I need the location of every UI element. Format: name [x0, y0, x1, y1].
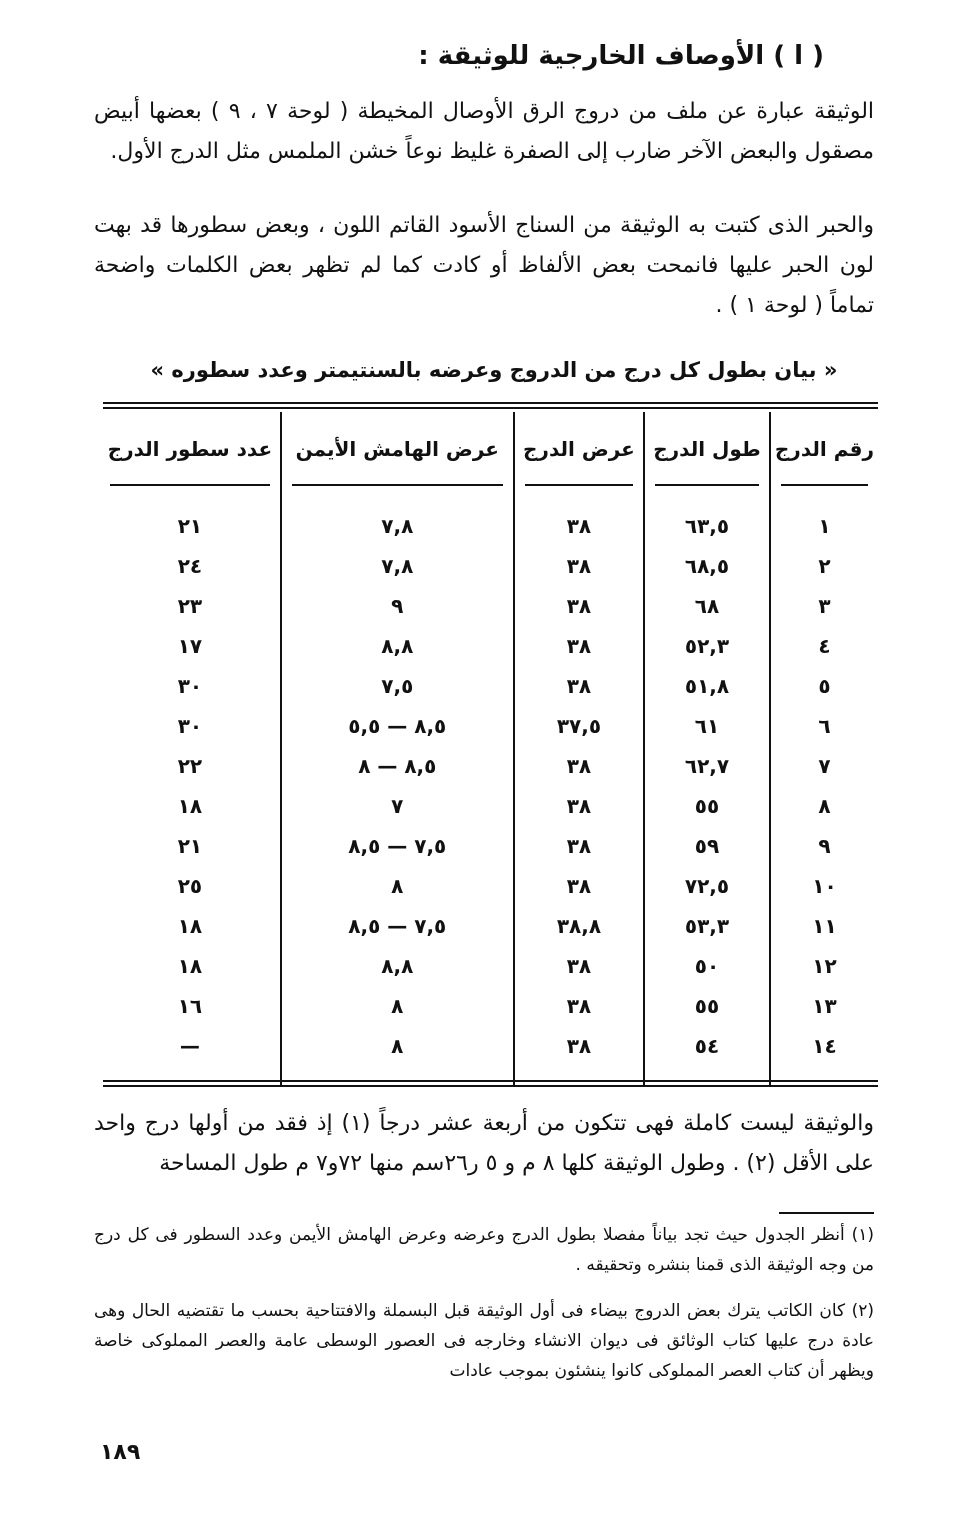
table-row: ٦ ٦١ ٣٧,٥ ٨,٥ — ٥,٥ ٣٠ [100, 706, 878, 746]
footnote-separator [779, 1212, 874, 1214]
table-row: ٢ ٦٨,٥ ٣٨ ٧,٨ ٢٤ [100, 546, 878, 586]
table-row: ٣ ٦٨ ٣٨ ٩ ٢٣ [100, 586, 878, 626]
table-row: ٨ ٥٥ ٣٨ ٧ ١٨ [100, 786, 878, 826]
column-header-line-count: عدد سطور الدرج [100, 412, 281, 486]
column-header-right-margin-width: عرض الهامش الأيمن [281, 412, 514, 486]
footnote-2: (٢) كان الكاتب يترك بعض الدروج بيضاء فى أول الوثيقة قبل البسملة والافتتاحية بحسب ما تقتضيه الحال وهى عادة درج عليها كتاب الوثائق فى ديوان الانشاء وخارجه فى العصور الوسطى عامة والعصر المملوكى خاصة ويظهر أن كتاب العصر المملوكى كانوا ينشئون بموجب عادات [94, 1301, 874, 1381]
table-row: ٤ ٥٢,٣ ٣٨ ٨,٨ ١٧ [100, 626, 878, 666]
table-row: ١ ٦٣,٥ ٣٨ ٧,٨ ٢١ [100, 506, 878, 546]
table-row: ١٤ ٥٤ ٣٨ ٨ — [100, 1026, 878, 1066]
column-header-scroll-width: عرض الدرج [514, 412, 644, 486]
column-header-scroll-length: طول الدرج [644, 412, 770, 486]
paragraph-ink-description: والحبر الذى كتبت به الوثيقة من السناج الأسود القاتم اللون ، وبعض سطورها قد بهت لون الحبر عليها فانمحت بعض الألفاظ أو كادت كما لم تظهر بعض الكلمات واضحة تماماً ( لوحة ١ ) . [94, 213, 874, 318]
column-header-scroll-number: رقم الدرج [770, 412, 878, 486]
table-row: ٥ ٥١,٨ ٣٨ ٧,٥ ٣٠ [100, 666, 878, 706]
table-row: ١٠ ٧٢,٥ ٣٨ ٨ ٢٥ [100, 866, 878, 906]
table-row: ١٣ ٥٥ ٣٨ ٨ ١٦ [100, 986, 878, 1026]
table-row: ٩ ٥٩ ٣٨ ٧,٥ — ٨,٥ ٢١ [100, 826, 878, 866]
table-header-row [100, 412, 878, 486]
table-row: ١٢ ٥٠ ٣٨ ٨,٨ ١٨ [100, 946, 878, 986]
table-caption: « بيان بطول كل درج من الدروج وعرضه بالسنتيمتر وعدد سطوره » [150, 358, 838, 382]
section-heading: ( ا ) الأوصاف الخارجية للوثيقة : [418, 41, 824, 71]
table-row: ٧ ٦٢,٧ ٣٨ ٨,٥ — ٨ ٢٢ [100, 746, 878, 786]
table-bottom-rule [103, 1080, 878, 1087]
table-spacer-row [100, 486, 878, 506]
paragraph-document-description: الوثيقة عبارة عن ملف من دروج الرق الأوصال المخيطة ( لوحة ٧ ، ٩ ) بعضها أبيض مصقول والبعض الآخر ضارب إلى الصفرة غليظ نوعاً خشن الملمس مثل الدرج الأول. [94, 99, 875, 164]
footnote-1: (١) أنظر الجدول حيث تجد بياناً مفصلا بطول الدرج وعرضه وعرض الهامش الأيمن وعدد السطور فى كل درج من وجه الوثيقة الذى قمنا بنشره وتحقيقه . [94, 1225, 874, 1275]
table-top-rule [103, 402, 878, 409]
table-row: ١١ ٥٣,٣ ٣٨,٨ ٧,٥ — ٨,٥ ١٨ [100, 906, 878, 946]
scroll-measurements-table [100, 412, 878, 1086]
paragraph-document-completeness: والوثيقة ليست كاملة فهى تتكون من أربعة عشر درجاً (١) إذ فقد من أولها درج واحد على الأقل (٢) . وطول الوثيقة كلها ٨ م و ٥ ر٢٦سم منها ٧٢و٧ م طول المساحة [94, 1111, 874, 1176]
page-number: ١٨٩ [100, 1440, 141, 1465]
